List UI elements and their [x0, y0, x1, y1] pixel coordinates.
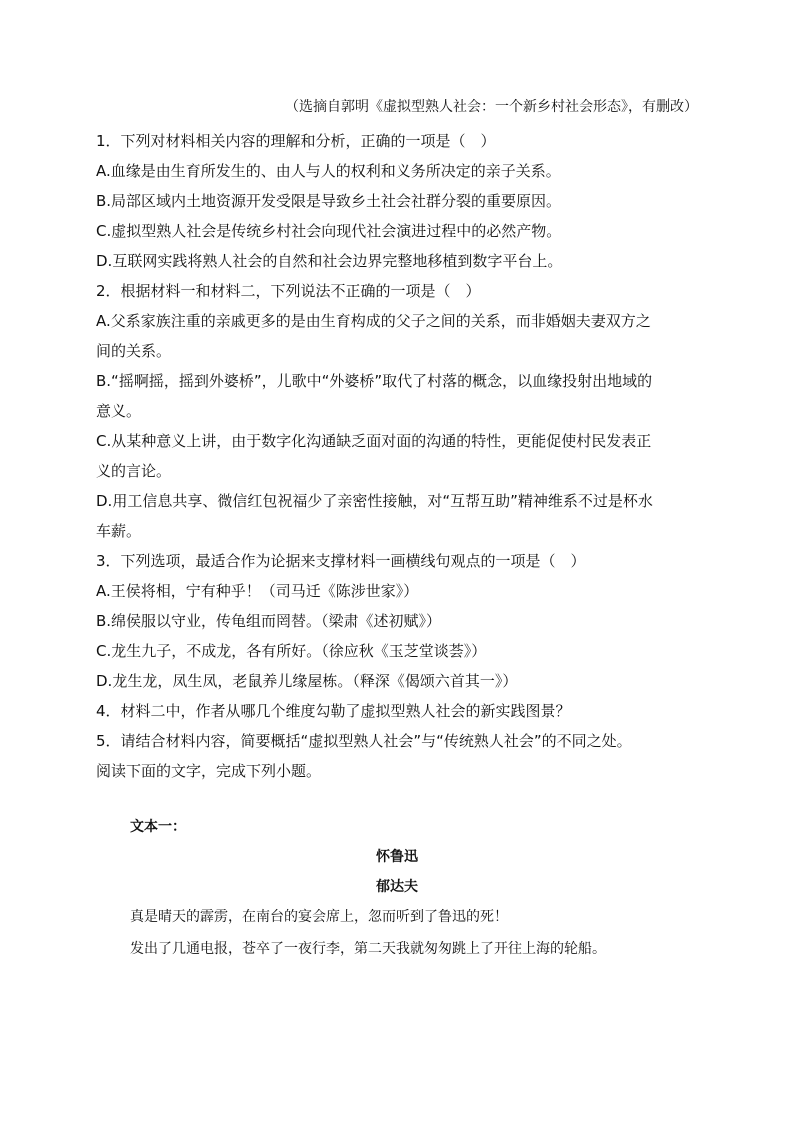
- q2-option-b: B.“摇啊摇，摇到外婆桥”，儿歌中“外婆桥”取代了村落的概念，以血缘投射出地域的: [96, 372, 653, 390]
- passage-paragraph-2: 发出了几通电报，苍卒了一夜行李，第二天我就匆匆跳上了开往上海的轮船。: [130, 941, 606, 957]
- q2-option-a: A.父系家族注重的亲戚更多的是由生育构成的父子之间的关系，而非婚姻夫妻双方之: [96, 312, 651, 330]
- q2-option-c-cont: 义的言论。: [96, 462, 172, 480]
- q1-option-a: A.血缘是由生育所发生的、由人与人的权利和义务所决定的亲子关系。: [96, 162, 561, 180]
- question-3-stem: 3．下列选项，最适合作为论据来支撑材料一画横线句观点的一项是（ ）: [96, 552, 586, 570]
- question-5: 5．请结合材料内容，简要概括“虚拟型熟人社会”与“传统熟人社会”的不同之处。: [96, 732, 632, 750]
- question-block: [96, 126, 698, 786]
- poem-title: 怀鲁迅: [376, 849, 418, 865]
- poem-author: 郁达夫: [376, 879, 418, 895]
- passage-paragraph-1: 真是晴天的霹雳，在南台的宴会席上，忽而听到了鲁迅的死！: [130, 909, 508, 925]
- source-citation: （选摘自郭明《虚拟型熟人社会：一个新乡村社会形态》，有删改）: [285, 99, 698, 115]
- q2-option-a-cont: 间的关系。: [96, 342, 172, 360]
- q2-option-c: C.从某种意义上讲，由于数字化沟通缺乏面对面的沟通的特性，更能促使村民发表正: [96, 432, 652, 450]
- question-2-stem: 2．根据材料一和材料二，下列说法不正确的一项是（ ）: [96, 282, 481, 300]
- question-4: 4．材料二中，作者从哪几个维度勾勒了虚拟型熟人社会的新实践图景？: [96, 702, 571, 720]
- question-1-stem: 1．下列对材料相关内容的理解和分析，正确的一项是（ ）: [96, 132, 496, 150]
- q1-option-c: C.虚拟型熟人社会是传统乡村社会向现代社会演进过程中的必然产物。: [96, 222, 562, 240]
- q2-option-d-cont: 车薪。: [96, 522, 142, 540]
- q2-option-b-cont: 意义。: [96, 402, 142, 420]
- q3-option-c: C.龙生九子，不成龙，各有所好。（徐应秋《玉芝堂谈荟》）: [96, 642, 487, 660]
- text-label: 文本一：: [130, 819, 186, 835]
- q3-option-d: D.龙生龙，凤生凤，老鼠养儿缘屋栋。（释深《偈颂六首其一》）: [96, 672, 518, 690]
- q3-option-b: B.绵侯服以守业，传龟组而罔替。（梁肃《述初赋》）: [96, 612, 442, 630]
- reading-instruction: 阅读下面的文字，完成下列小题。: [96, 762, 322, 780]
- q1-option-b: B.局部区域内土地资源开发受限是导致乡土社会社群分裂的重要原因。: [96, 192, 562, 210]
- q1-option-d: D.互联网实践将熟人社会的自然和社会边界完整地移植到数字平台上。: [96, 252, 563, 270]
- q3-option-a: A.王侯将相，宁有种乎！（司马迁《陈涉世家》）: [96, 582, 419, 600]
- q2-option-d: D.用工信息共享、微信红包祝福少了亲密性接触，对“互帮互助”精神维系不过是杯水: [96, 492, 653, 510]
